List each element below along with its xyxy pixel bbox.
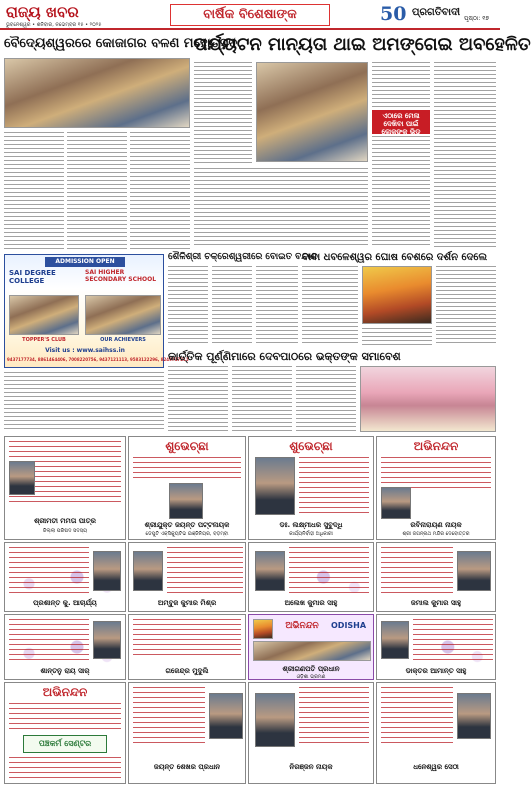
story-5-headline: କାର୍ତ୍ତିକ ପୂର୍ଣ୍ଣିମାରେ ଦେବପାଠରେ ଭକ୍ତଙ୍କ ସମାବେଶ	[168, 350, 401, 363]
story-2-photo	[256, 62, 368, 162]
story-5-photo	[360, 366, 496, 432]
section-header	[6, 3, 156, 28]
ad-box-4	[376, 436, 496, 540]
ad-8-text	[381, 547, 453, 593]
ad-12-name: ଡାକ୍ତର ଆମାନ୍ତ ସାହୁ	[405, 667, 467, 675]
ad-box-3	[248, 436, 374, 540]
ad-3-portrait	[255, 457, 295, 515]
ad-8-name: ଜମାଲ କୁମାର ସାହୁ	[410, 599, 462, 607]
ad-2-title: ଶୁଭେଚ୍ଛା	[165, 439, 209, 453]
story-4-text-col-2	[436, 266, 496, 346]
ad-15-portrait	[255, 693, 295, 747]
ad-2-text	[133, 457, 241, 481]
ad-2-portrait	[169, 483, 203, 519]
admission-banner: ADMISSION OPEN	[45, 257, 125, 267]
ad-9-text	[9, 619, 89, 661]
page-number: ପୃଷ୍ଠା: ୧୭	[464, 15, 490, 22]
ad-6-portrait	[133, 551, 163, 591]
school-website: Visit us : www.saihss.in	[45, 347, 125, 354]
ad-box-2	[128, 436, 246, 540]
masthead	[0, 0, 500, 30]
fifty-years-logo: 50	[380, 3, 407, 25]
ad-3-title: ଶୁଭେଚ୍ଛା	[289, 439, 333, 453]
temple-emblem	[253, 619, 273, 639]
ad-box-15	[248, 682, 374, 784]
ad-7-name: ଅଲେଖ କୁମାର ସାହୁ	[284, 599, 338, 607]
story-5-text-col-1	[168, 366, 228, 432]
story-4-headline: ବାବା ଧବଳେଶ୍ୱର ଘୋଷ ବେଶରେ ଦର୍ଶନ ଦେଲେ	[302, 252, 488, 263]
brand-block	[380, 3, 494, 27]
college-name: SAI DEGREE COLLEGE	[9, 269, 56, 285]
ad-box-16	[376, 682, 496, 784]
ad-4-portrait	[381, 487, 411, 519]
school-advertisement	[4, 254, 189, 368]
ad-9-name: ଶାନ୍ତନୁ ରାୟ ସାର୍	[40, 667, 90, 675]
ad-11-designation: ଓଡ଼ିଶା ଭ୍ରମଣ	[296, 674, 326, 680]
ad-14-text	[133, 687, 205, 743]
story-1-photo	[4, 58, 190, 128]
ad-5-text	[9, 547, 89, 593]
school-phones: 9437177734, 8861464406, 7008220756, 9437121113, 9583122296, 8249717211	[7, 357, 189, 362]
ad-3-text	[299, 457, 369, 517]
story-2-headline: ପର୍ଯ୍ୟଟନ ମାନ୍ୟତା ଥାଇ ଅମଙ୍ଗେଇ ଅବହେଳିତ	[194, 34, 531, 55]
section-title: ରାଜ୍ୟ ଖବର	[6, 3, 79, 21]
ad-13-title: ଅଭିନନ୍ଦନ	[42, 685, 88, 699]
ad-3-designation: କାର୍ଯ୍ୟନିର୍ବାହୀ ଅଧିକାରୀ	[289, 531, 333, 537]
ad-11-name: ଶ୍ରୀଗଣପତି ପ୍ରଧାନ	[282, 665, 340, 673]
ad-2-name: ଶ୍ରୀଯୁକ୍ତ ଜୟନ୍ତ ପଟ୍ଟନାୟକ	[144, 521, 230, 529]
story-4-text-col-3	[362, 328, 432, 346]
date-line: ଭୁବନେଶ୍ୱର • ଶନିବାର, ନଭେମ୍ବର ୧୫ • ୨୦୨୫	[6, 22, 102, 28]
story-5-text-col-2	[232, 366, 292, 432]
ad-box-11	[248, 614, 374, 680]
story-1-headline: ବୈଦ୍ୟେଶ୍ୱରରେ କୋଜାଗର ବଳଣ ମହୋତ୍ସବ	[4, 36, 238, 51]
story-2-text-lower	[194, 168, 368, 248]
ad-16-name: ଧନେଶ୍ୱର ସେଠୀ	[413, 763, 459, 771]
ad-6-name: ଅମ୍ବୁଜ କୁମାର ମିଶ୍ର	[157, 599, 217, 607]
ad-12-text	[413, 619, 493, 661]
ad-11-photo-strip	[253, 641, 371, 661]
ad-9-portrait	[93, 621, 121, 659]
ad-box-8	[376, 542, 496, 612]
ad-box-6	[128, 542, 246, 612]
ad-8-portrait	[457, 551, 491, 591]
ad-box-12	[376, 614, 496, 680]
special-edition-banner: ବାର୍ଷିକ ବିଶେଷାଙ୍କ	[170, 4, 330, 26]
ad-1-name: ଶ୍ରୀମତୀ ମମତା ପାତ୍ର	[34, 517, 96, 525]
story-2-red-callout: ଏଠାରେ ମେଳା ଦେଖିବା ପାଇଁ ଲୋକଙ୍କ ଭିଡ଼	[372, 110, 430, 134]
ad-box-9	[4, 614, 126, 680]
story-3-text-col-1	[168, 266, 208, 346]
achievers-label: OUR ACHIEVERS	[100, 337, 146, 343]
ad-4-title: ଅଭିନନ୍ଦନ	[413, 439, 459, 453]
ad-15-name: ନିରଞ୍ଜନ ନାୟକ	[289, 763, 333, 771]
story-1-text-col-2	[67, 132, 127, 250]
ad-4-name: ରବିନାରାୟଣ ନାୟକ	[410, 521, 462, 529]
story-2-text-col-2	[372, 62, 430, 108]
story-4-photo	[362, 266, 432, 324]
ad-box-7	[248, 542, 374, 612]
ad-7-portrait	[255, 551, 285, 591]
ad-4-text	[381, 457, 491, 491]
story-5-text-col-3	[296, 366, 356, 432]
story-3-text-col-3	[256, 266, 298, 346]
ad-4-designation: ଶ୍ରୀ ଜଗନ୍ନାଥ ମନ୍ଦିର ଦେବୋତ୍ତର	[402, 531, 470, 537]
story-4-text-col-1	[302, 266, 358, 346]
ad-16-portrait	[457, 693, 491, 739]
ad-13-name: ପଞ୍ଚକର୍ମ ସେଣ୍ଟର	[23, 735, 107, 753]
ad-3-name: ଡଃ. ଲକ୍ଷ୍ମୀଧର ସୁବୁଦ୍ଧି	[279, 521, 343, 529]
ad-12-portrait	[381, 621, 409, 659]
toppers-photo-grid	[9, 295, 79, 335]
story-2-text-col-1	[194, 62, 252, 166]
ad-1-designation: ଜିଲ୍ଲା ପରିଷଦ ସଦସ୍ୟ	[42, 528, 88, 534]
ad-5-portrait	[93, 551, 121, 591]
ad-10-name: ଗଜେନ୍ଦ୍ର ମୁଦୁଲି	[165, 667, 209, 675]
ad-11-title: ଅଭିନନ୍ଦନ	[285, 621, 319, 631]
toppers-label: TOPPER'S CLUB	[22, 337, 66, 343]
ad-box-14	[128, 682, 246, 784]
ad-box-10	[128, 614, 246, 680]
ad-box-1	[4, 436, 126, 540]
newspaper-name: ପ୍ରଗତିବାଦୀ	[412, 7, 461, 18]
ad-15-text	[299, 687, 369, 747]
ad-5-name: ପ୍ରଶାନ୍ତ କୁ. ଆଚାର୍ଯ୍ୟ	[33, 599, 97, 607]
ad-13-text	[9, 703, 121, 731]
ad-16-text	[381, 687, 453, 743]
story-3-headline: ଶୈଳିଶ୍ରୀ ଚକ୍ରେଶ୍ୱରୀରେ ବୋଇତ ବନ୍ଦାଣ	[168, 252, 317, 262]
ad-box-5	[4, 542, 126, 612]
odisha-logo: ODISHA	[331, 621, 367, 630]
ad-2-designation: ଡେପୁଟି ଏକ୍ସିକ୍ୟୁଟିଭ ଇଞ୍ଜିନିୟର, ବଡ଼ମ୍ବା	[145, 531, 229, 537]
story-1-text-col-1	[4, 132, 64, 250]
achievers-photo-grid	[85, 295, 161, 335]
story-2-text-col-4	[434, 62, 496, 248]
ad-box-13	[4, 682, 126, 784]
story-3-text-col-2	[212, 266, 252, 346]
ad-13-footer-text	[9, 757, 121, 781]
ad-7-text	[289, 547, 369, 593]
ad-6-text	[167, 547, 243, 593]
story-5-text-left	[4, 372, 164, 432]
story-1-text-col-3	[130, 132, 190, 250]
school-name: SAI HIGHER SECONDARY SCHOOL	[85, 269, 157, 283]
ad-14-name: ଜୟନ୍ତ ଶେଖର ପ୍ରଧାନ	[153, 763, 221, 771]
story-2-text-col-3	[372, 136, 430, 248]
ad-14-portrait	[209, 693, 243, 739]
ad-10-text	[133, 619, 241, 655]
ad-1-portrait	[9, 461, 35, 495]
